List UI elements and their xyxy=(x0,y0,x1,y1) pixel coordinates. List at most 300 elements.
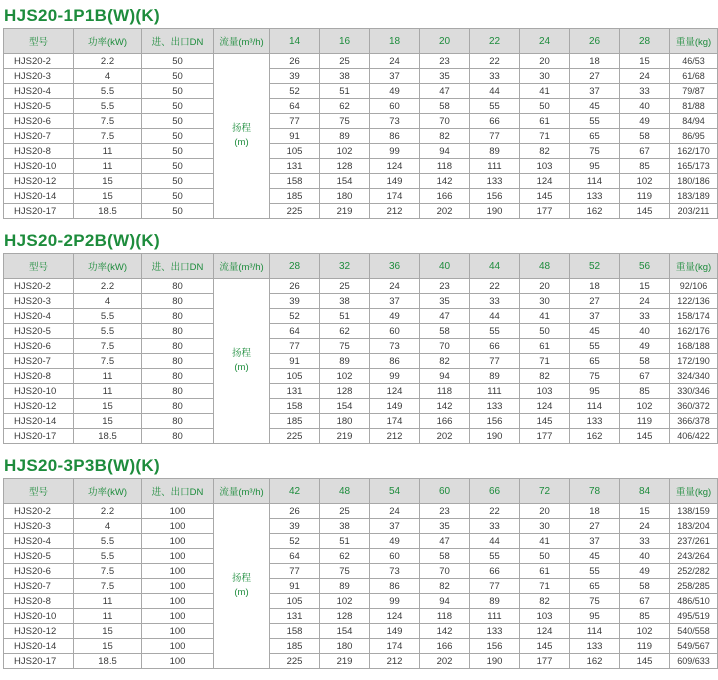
head-value-cell: 45 xyxy=(570,99,620,114)
dn-cell: 100 xyxy=(142,549,214,564)
weight-cell: 360/372 xyxy=(670,399,718,414)
header-model: 型号 xyxy=(4,254,74,279)
section-title-2p2b: HJS20-2P2B(W)(K) xyxy=(4,231,160,250)
model-cell: HJS20-6 xyxy=(4,114,74,129)
dn-cell: 100 xyxy=(142,594,214,609)
head-value-cell: 22 xyxy=(470,279,520,294)
head-value-cell: 154 xyxy=(320,174,370,189)
dn-cell: 50 xyxy=(142,54,214,69)
power-cell: 4 xyxy=(74,69,142,84)
head-value-cell: 23 xyxy=(420,54,470,69)
weight-cell: 324/340 xyxy=(670,369,718,384)
table-row xyxy=(4,159,718,174)
dn-cell: 100 xyxy=(142,609,214,624)
header-dn: 进、出口DN xyxy=(142,29,214,54)
head-value-cell: 27 xyxy=(570,519,620,534)
dn-cell: 100 xyxy=(142,579,214,594)
weight-cell: 84/94 xyxy=(670,114,718,129)
head-value-cell: 41 xyxy=(520,534,570,549)
head-value-cell: 202 xyxy=(420,429,470,444)
head-value-cell: 66 xyxy=(470,114,520,129)
model-cell: HJS20-4 xyxy=(4,84,74,99)
head-value-cell: 55 xyxy=(570,339,620,354)
head-value-cell: 89 xyxy=(470,144,520,159)
head-value-cell: 103 xyxy=(520,609,570,624)
head-value-cell: 114 xyxy=(570,624,620,639)
dn-cell: 50 xyxy=(142,159,214,174)
table-row xyxy=(4,564,718,579)
head-value-cell: 37 xyxy=(370,69,420,84)
head-value-cell: 190 xyxy=(470,654,520,669)
dn-cell: 50 xyxy=(142,189,214,204)
model-cell: HJS20-6 xyxy=(4,564,74,579)
head-value-cell: 103 xyxy=(520,384,570,399)
head-value-cell: 119 xyxy=(620,414,670,429)
weight-cell: 330/346 xyxy=(670,384,718,399)
head-value-cell: 133 xyxy=(470,174,520,189)
model-cell: HJS20-3 xyxy=(4,69,74,84)
head-value-cell: 20 xyxy=(520,504,570,519)
head-value-cell: 51 xyxy=(320,84,370,99)
weight-cell: 81/88 xyxy=(670,99,718,114)
table-row xyxy=(4,144,718,159)
head-value-cell: 77 xyxy=(270,114,320,129)
head-value-cell: 18 xyxy=(570,54,620,69)
model-cell: HJS20-12 xyxy=(4,624,74,639)
dn-cell: 80 xyxy=(142,354,214,369)
dn-cell: 80 xyxy=(142,339,214,354)
power-cell: 5.5 xyxy=(74,309,142,324)
head-value-cell: 23 xyxy=(420,279,470,294)
head-value-cell: 142 xyxy=(420,624,470,639)
head-label xyxy=(214,504,270,669)
table-row xyxy=(4,534,718,549)
head-value-cell: 119 xyxy=(620,189,670,204)
head-value-cell: 47 xyxy=(420,84,470,99)
head-value-cell: 82 xyxy=(520,144,570,159)
head-value-cell: 33 xyxy=(620,309,670,324)
head-value-cell: 38 xyxy=(320,294,370,309)
table-row xyxy=(4,579,718,594)
head-value-cell: 177 xyxy=(520,654,570,669)
head-value-cell: 24 xyxy=(370,54,420,69)
table-row xyxy=(4,324,718,339)
head-value-cell: 65 xyxy=(570,579,620,594)
head-value-cell: 50 xyxy=(520,549,570,564)
head-value-cell: 33 xyxy=(620,534,670,549)
table-row xyxy=(4,594,718,609)
weight-cell: 122/136 xyxy=(670,294,718,309)
table-row xyxy=(4,549,718,564)
head-value-cell: 212 xyxy=(370,429,420,444)
head-value-cell: 64 xyxy=(270,324,320,339)
head-value-cell: 38 xyxy=(320,69,370,84)
head-value-cell: 66 xyxy=(470,564,520,579)
model-cell: HJS20-14 xyxy=(4,414,74,429)
model-cell: HJS20-3 xyxy=(4,519,74,534)
header-flow-value: 28 xyxy=(270,254,320,279)
model-cell: HJS20-17 xyxy=(4,204,74,219)
header-weight: 重量(kg) xyxy=(670,29,718,54)
head-value-cell: 45 xyxy=(570,324,620,339)
table-row xyxy=(4,339,718,354)
head-value-cell: 149 xyxy=(370,399,420,414)
head-value-cell: 37 xyxy=(570,309,620,324)
table-row xyxy=(4,429,718,444)
head-value-cell: 133 xyxy=(570,189,620,204)
spec-table-1p1b xyxy=(3,28,718,219)
head-value-cell: 133 xyxy=(470,624,520,639)
head-value-cell: 37 xyxy=(370,294,420,309)
table-row xyxy=(4,114,718,129)
power-cell: 2.2 xyxy=(74,279,142,294)
header-dn: 进、出口DN xyxy=(142,254,214,279)
head-value-cell: 166 xyxy=(420,189,470,204)
weight-cell: 162/170 xyxy=(670,144,718,159)
header-flow-value: 16 xyxy=(320,29,370,54)
table-row xyxy=(4,384,718,399)
dn-cell: 50 xyxy=(142,129,214,144)
power-cell: 15 xyxy=(74,399,142,414)
head-value-cell: 51 xyxy=(320,534,370,549)
head-value-cell: 71 xyxy=(520,354,570,369)
head-value-cell: 114 xyxy=(570,399,620,414)
head-value-cell: 95 xyxy=(570,384,620,399)
power-cell: 15 xyxy=(74,174,142,189)
head-label-unit: (m) xyxy=(234,587,249,598)
header-flow-value: 72 xyxy=(520,479,570,504)
head-label xyxy=(214,54,270,219)
weight-cell: 549/567 xyxy=(670,639,718,654)
head-value-cell: 27 xyxy=(570,294,620,309)
head-value-cell: 94 xyxy=(420,144,470,159)
head-value-cell: 52 xyxy=(270,309,320,324)
head-value-cell: 91 xyxy=(270,354,320,369)
head-value-cell: 65 xyxy=(570,129,620,144)
head-value-cell: 33 xyxy=(470,69,520,84)
head-value-cell: 64 xyxy=(270,549,320,564)
header-flow-value: 78 xyxy=(570,479,620,504)
head-value-cell: 25 xyxy=(320,279,370,294)
head-value-cell: 64 xyxy=(270,99,320,114)
head-value-cell: 41 xyxy=(520,84,570,99)
head-value-cell: 26 xyxy=(270,279,320,294)
head-value-cell: 49 xyxy=(620,339,670,354)
head-value-cell: 66 xyxy=(470,339,520,354)
weight-cell: 158/174 xyxy=(670,309,718,324)
head-value-cell: 20 xyxy=(520,54,570,69)
head-value-cell: 156 xyxy=(470,189,520,204)
head-value-cell: 49 xyxy=(370,84,420,99)
head-value-cell: 71 xyxy=(520,129,570,144)
model-cell: HJS20-14 xyxy=(4,189,74,204)
model-cell: HJS20-2 xyxy=(4,504,74,519)
head-value-cell: 70 xyxy=(420,339,470,354)
power-cell: 5.5 xyxy=(74,324,142,339)
dn-cell: 80 xyxy=(142,279,214,294)
power-cell: 11 xyxy=(74,384,142,399)
head-value-cell: 18 xyxy=(570,504,620,519)
model-cell: HJS20-4 xyxy=(4,534,74,549)
head-value-cell: 49 xyxy=(370,534,420,549)
model-cell: HJS20-17 xyxy=(4,429,74,444)
power-cell: 2.2 xyxy=(74,504,142,519)
head-value-cell: 180 xyxy=(320,414,370,429)
power-cell: 15 xyxy=(74,624,142,639)
weight-cell: 609/633 xyxy=(670,654,718,669)
weight-cell: 243/264 xyxy=(670,549,718,564)
header-flow-value: 60 xyxy=(420,479,470,504)
power-cell: 11 xyxy=(74,609,142,624)
head-value-cell: 131 xyxy=(270,159,320,174)
power-cell: 4 xyxy=(74,519,142,534)
head-value-cell: 30 xyxy=(520,294,570,309)
header-weight: 重量(kg) xyxy=(670,254,718,279)
table-row xyxy=(4,414,718,429)
head-value-cell: 89 xyxy=(470,369,520,384)
model-cell: HJS20-12 xyxy=(4,399,74,414)
header-flow-value: 20 xyxy=(420,29,470,54)
head-value-cell: 33 xyxy=(470,519,520,534)
head-value-cell: 142 xyxy=(420,174,470,189)
head-value-cell: 149 xyxy=(370,174,420,189)
head-value-cell: 73 xyxy=(370,114,420,129)
head-value-cell: 102 xyxy=(620,624,670,639)
head-value-cell: 124 xyxy=(370,384,420,399)
weight-cell: 406/422 xyxy=(670,429,718,444)
header-flow: 流量(m³/h) xyxy=(214,29,270,54)
head-value-cell: 40 xyxy=(620,99,670,114)
head-value-cell: 156 xyxy=(470,414,520,429)
model-cell: HJS20-7 xyxy=(4,129,74,144)
head-value-cell: 99 xyxy=(370,369,420,384)
head-value-cell: 89 xyxy=(470,594,520,609)
head-value-cell: 71 xyxy=(520,579,570,594)
header-dn: 进、出口DN xyxy=(142,479,214,504)
weight-cell: 540/558 xyxy=(670,624,718,639)
head-value-cell: 131 xyxy=(270,609,320,624)
power-cell: 7.5 xyxy=(74,354,142,369)
head-value-cell: 118 xyxy=(420,609,470,624)
head-value-cell: 119 xyxy=(620,639,670,654)
head-value-cell: 35 xyxy=(420,294,470,309)
power-cell: 7.5 xyxy=(74,114,142,129)
head-value-cell: 162 xyxy=(570,204,620,219)
dn-cell: 50 xyxy=(142,144,214,159)
header-flow-value: 22 xyxy=(470,29,520,54)
table-row xyxy=(4,174,718,189)
head-value-cell: 33 xyxy=(620,84,670,99)
head-value-cell: 219 xyxy=(320,204,370,219)
head-value-cell: 124 xyxy=(370,159,420,174)
head-value-cell: 24 xyxy=(620,294,670,309)
weight-cell: 237/261 xyxy=(670,534,718,549)
head-value-cell: 33 xyxy=(470,294,520,309)
head-value-cell: 55 xyxy=(470,99,520,114)
head-value-cell: 111 xyxy=(470,159,520,174)
head-value-cell: 23 xyxy=(420,504,470,519)
head-value-cell: 133 xyxy=(470,399,520,414)
header-flow-value: 48 xyxy=(320,479,370,504)
dn-cell: 50 xyxy=(142,114,214,129)
head-value-cell: 75 xyxy=(570,594,620,609)
header-power: 功率(kW) xyxy=(74,29,142,54)
head-value-cell: 190 xyxy=(470,429,520,444)
model-cell: HJS20-5 xyxy=(4,99,74,114)
head-value-cell: 26 xyxy=(270,54,320,69)
head-value-cell: 86 xyxy=(370,129,420,144)
head-value-cell: 111 xyxy=(470,384,520,399)
head-value-cell: 55 xyxy=(470,549,520,564)
dn-cell: 50 xyxy=(142,204,214,219)
dn-cell: 50 xyxy=(142,99,214,114)
model-cell: HJS20-7 xyxy=(4,579,74,594)
dn-cell: 100 xyxy=(142,624,214,639)
head-value-cell: 49 xyxy=(370,309,420,324)
head-value-cell: 75 xyxy=(570,369,620,384)
head-value-cell: 82 xyxy=(520,369,570,384)
table-row xyxy=(4,609,718,624)
head-value-cell: 67 xyxy=(620,144,670,159)
weight-cell: 168/188 xyxy=(670,339,718,354)
table-row xyxy=(4,654,718,669)
table-row xyxy=(4,369,718,384)
head-value-cell: 38 xyxy=(320,519,370,534)
head-value-cell: 58 xyxy=(420,324,470,339)
head-value-cell: 162 xyxy=(570,429,620,444)
head-value-cell: 156 xyxy=(470,639,520,654)
header-flow-value: 52 xyxy=(570,254,620,279)
head-value-cell: 77 xyxy=(470,579,520,594)
dn-cell: 100 xyxy=(142,564,214,579)
head-value-cell: 62 xyxy=(320,99,370,114)
head-value-cell: 185 xyxy=(270,639,320,654)
head-value-cell: 158 xyxy=(270,174,320,189)
head-value-cell: 202 xyxy=(420,654,470,669)
head-value-cell: 58 xyxy=(620,579,670,594)
head-value-cell: 35 xyxy=(420,69,470,84)
head-value-cell: 91 xyxy=(270,129,320,144)
model-cell: HJS20-3 xyxy=(4,294,74,309)
table-row xyxy=(4,309,718,324)
dn-cell: 100 xyxy=(142,504,214,519)
model-cell: HJS20-10 xyxy=(4,609,74,624)
head-value-cell: 22 xyxy=(470,54,520,69)
head-value-cell: 202 xyxy=(420,204,470,219)
dn-cell: 80 xyxy=(142,324,214,339)
header-power: 功率(kW) xyxy=(74,254,142,279)
table-row xyxy=(4,99,718,114)
head-value-cell: 55 xyxy=(570,114,620,129)
header-flow-value: 44 xyxy=(470,254,520,279)
weight-cell: 86/95 xyxy=(670,129,718,144)
head-value-cell: 75 xyxy=(320,564,370,579)
head-value-cell: 35 xyxy=(420,519,470,534)
head-value-cell: 105 xyxy=(270,369,320,384)
head-value-cell: 95 xyxy=(570,609,620,624)
model-cell: HJS20-10 xyxy=(4,384,74,399)
model-cell: HJS20-7 xyxy=(4,354,74,369)
header-flow-value: 14 xyxy=(270,29,320,54)
head-value-cell: 37 xyxy=(570,534,620,549)
model-cell: HJS20-8 xyxy=(4,144,74,159)
head-value-cell: 111 xyxy=(470,609,520,624)
dn-cell: 80 xyxy=(142,414,214,429)
dn-cell: 80 xyxy=(142,429,214,444)
head-value-cell: 75 xyxy=(570,144,620,159)
head-value-cell: 99 xyxy=(370,144,420,159)
head-value-cell: 128 xyxy=(320,384,370,399)
head-value-cell: 67 xyxy=(620,369,670,384)
head-value-cell: 26 xyxy=(270,504,320,519)
header-flow-value: 48 xyxy=(520,254,570,279)
head-value-cell: 47 xyxy=(420,309,470,324)
header-power: 功率(kW) xyxy=(74,479,142,504)
model-cell: HJS20-8 xyxy=(4,369,74,384)
head-value-cell: 124 xyxy=(520,624,570,639)
head-value-cell: 60 xyxy=(370,549,420,564)
head-value-cell: 70 xyxy=(420,114,470,129)
head-value-cell: 52 xyxy=(270,534,320,549)
model-cell: HJS20-2 xyxy=(4,279,74,294)
head-value-cell: 51 xyxy=(320,309,370,324)
head-value-cell: 177 xyxy=(520,429,570,444)
header-model: 型号 xyxy=(4,29,74,54)
head-value-cell: 190 xyxy=(470,204,520,219)
dn-cell: 100 xyxy=(142,654,214,669)
table-row xyxy=(4,204,718,219)
head-value-cell: 86 xyxy=(370,354,420,369)
head-value-cell: 114 xyxy=(570,174,620,189)
power-cell: 11 xyxy=(74,159,142,174)
head-value-cell: 60 xyxy=(370,99,420,114)
head-value-cell: 128 xyxy=(320,609,370,624)
head-value-cell: 44 xyxy=(470,534,520,549)
head-label-text: 扬程 xyxy=(231,123,251,134)
power-cell: 15 xyxy=(74,414,142,429)
head-value-cell: 89 xyxy=(320,579,370,594)
head-value-cell: 55 xyxy=(570,564,620,579)
head-value-cell: 158 xyxy=(270,399,320,414)
table-row xyxy=(4,84,718,99)
head-value-cell: 174 xyxy=(370,189,420,204)
head-value-cell: 62 xyxy=(320,324,370,339)
head-value-cell: 77 xyxy=(270,564,320,579)
head-value-cell: 219 xyxy=(320,654,370,669)
dn-cell: 80 xyxy=(142,294,214,309)
power-cell: 7.5 xyxy=(74,564,142,579)
table-row xyxy=(4,354,718,369)
model-cell: HJS20-5 xyxy=(4,324,74,339)
weight-cell: 486/510 xyxy=(670,594,718,609)
head-value-cell: 225 xyxy=(270,429,320,444)
head-value-cell: 73 xyxy=(370,339,420,354)
head-value-cell: 225 xyxy=(270,204,320,219)
power-cell: 7.5 xyxy=(74,339,142,354)
power-cell: 11 xyxy=(74,369,142,384)
head-value-cell: 39 xyxy=(270,519,320,534)
power-cell: 5.5 xyxy=(74,99,142,114)
head-value-cell: 94 xyxy=(420,369,470,384)
head-value-cell: 177 xyxy=(520,204,570,219)
head-value-cell: 77 xyxy=(470,354,520,369)
weight-cell: 183/189 xyxy=(670,189,718,204)
head-value-cell: 124 xyxy=(370,609,420,624)
head-value-cell: 185 xyxy=(270,189,320,204)
head-value-cell: 77 xyxy=(270,339,320,354)
head-value-cell: 27 xyxy=(570,69,620,84)
power-cell: 5.5 xyxy=(74,534,142,549)
